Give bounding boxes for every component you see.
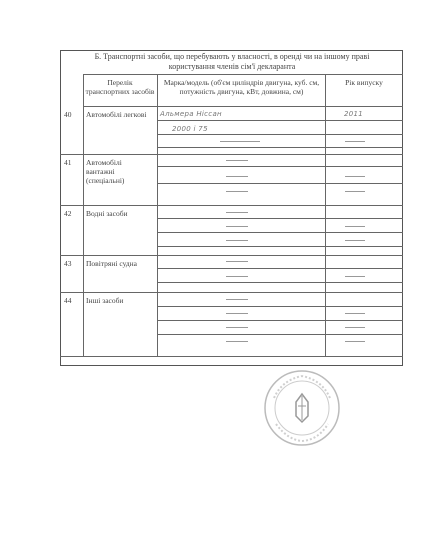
handwritten-model: Альмера Ніссан	[160, 110, 222, 118]
row-line	[157, 306, 403, 307]
row-line	[157, 120, 403, 121]
row-label-trucks: Автомобілі вантажні (спеціальні)	[86, 158, 125, 185]
row-line	[157, 320, 403, 321]
dash-mark	[226, 160, 248, 161]
dash-mark	[220, 141, 260, 142]
section-title-line2: користування членів сім'ї декларанта	[168, 62, 296, 71]
dash-mark	[345, 276, 365, 277]
column-header-model: Марка/модель (об'єм циліндрів двигуна, куб. см, потужність двигуна, кВт, довжина, см)	[163, 78, 320, 96]
row-line	[157, 268, 403, 269]
row-label-other-vehicles: Інші засоби	[86, 296, 124, 305]
dash-mark	[345, 141, 365, 142]
dash-mark	[345, 341, 365, 342]
row-line	[157, 147, 403, 148]
dash-mark	[226, 226, 248, 227]
row-number: 41	[64, 158, 72, 167]
row-line	[157, 166, 403, 167]
dash-mark	[226, 313, 248, 314]
group-separator	[60, 292, 403, 293]
header-bottom-line	[83, 106, 403, 107]
col-line-3	[325, 74, 326, 356]
row-number: 44	[64, 296, 72, 305]
row-line	[157, 232, 403, 233]
dash-mark	[226, 261, 248, 262]
dash-mark	[226, 299, 248, 300]
dash-mark	[345, 176, 365, 177]
table-bottom-line	[60, 356, 403, 357]
dash-mark	[226, 276, 248, 277]
transport-table-frame	[60, 50, 403, 366]
dash-mark	[345, 240, 365, 241]
dash-mark	[345, 191, 365, 192]
dash-mark	[226, 327, 248, 328]
row-line	[157, 183, 403, 184]
group-separator	[60, 205, 403, 206]
dash-mark	[226, 212, 248, 213]
row-number: 43	[64, 259, 72, 268]
row-number: 40	[64, 110, 72, 119]
column-header-type: Перелік транспортних засобів	[85, 78, 155, 96]
group-separator	[60, 255, 403, 256]
group-separator	[60, 154, 403, 155]
dash-mark	[226, 341, 248, 342]
row-line	[157, 246, 403, 247]
row-label-aircraft: Повітряні судна	[86, 259, 137, 268]
row-line	[157, 334, 403, 335]
handwritten-year: 2011	[344, 110, 364, 118]
dash-mark	[226, 176, 248, 177]
section-title-line1: Б. Транспортні засоби, що перебувають у власності, в оренді чи на іншому праві	[94, 52, 370, 61]
row-label-passenger-cars: Автомобілі легкові	[86, 110, 147, 119]
dash-mark	[226, 240, 248, 241]
header-top-line	[83, 74, 403, 75]
col-line-1	[83, 74, 84, 356]
dash-mark	[226, 191, 248, 192]
official-stamp-icon	[262, 368, 342, 448]
dash-mark	[345, 327, 365, 328]
handwritten-model-specs: 2000 і 75	[172, 125, 208, 133]
col-line-2	[157, 74, 158, 356]
column-header-year: Рік випуску	[345, 78, 383, 87]
row-line	[157, 282, 403, 283]
row-line	[157, 218, 403, 219]
row-label-water-vehicles: Водні засоби	[86, 209, 128, 218]
row-line	[157, 134, 403, 135]
row-number: 42	[64, 209, 72, 218]
section-title	[62, 52, 402, 72]
dash-mark	[345, 313, 365, 314]
dash-mark	[345, 226, 365, 227]
